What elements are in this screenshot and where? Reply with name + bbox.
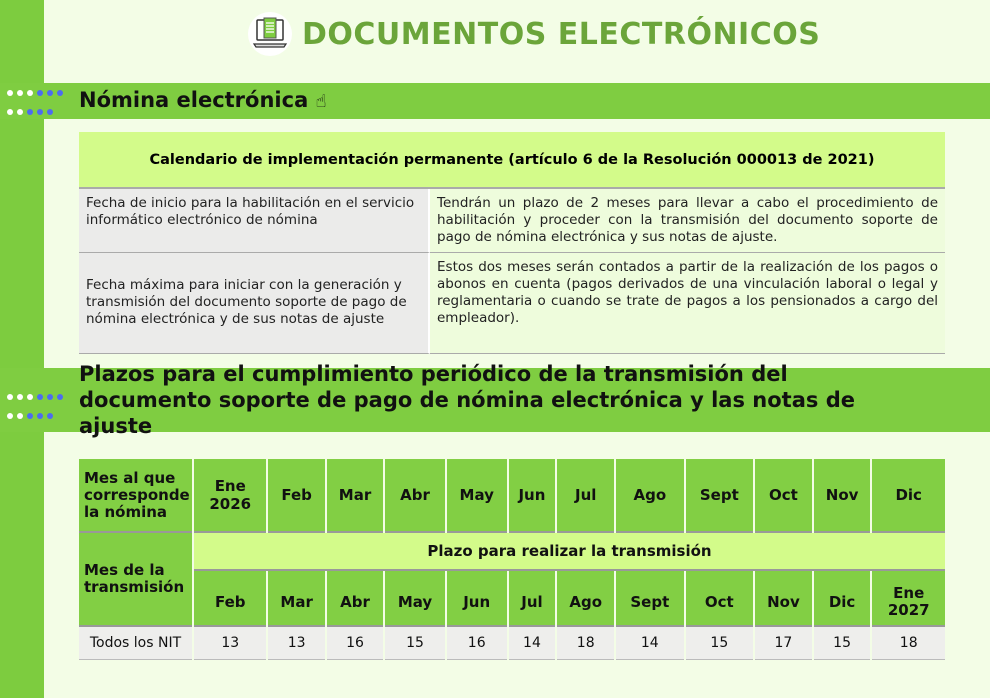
transmission-month: Ene 2027 (872, 571, 945, 627)
deadline-day: 13 (194, 627, 266, 660)
deadline-day: 14 (616, 627, 684, 660)
section-title-text: Nómina electrónica (79, 88, 309, 112)
table-row (79, 253, 945, 354)
deadline-day: 18 (872, 627, 945, 660)
transmission-month: Jun (447, 571, 507, 627)
page-title: DOCUMENTOS ELECTRÓNICOS (302, 16, 821, 52)
deadline-day: 15 (385, 627, 445, 660)
payroll-month-label: Mes al que corresponde la nómina (79, 459, 192, 533)
transmission-month-label: Mes de la transmisión (79, 533, 192, 627)
table-row (79, 189, 945, 253)
deadline-day: 15 (814, 627, 871, 660)
transmission-month: Nov (755, 571, 812, 627)
payroll-month: Sept (686, 459, 754, 533)
table-header: Calendario de implementación permanente (artículo 6 de la Resolución 000013 de 2021) (79, 132, 945, 189)
payroll-month: Ago (616, 459, 684, 533)
transmission-month: Abr (327, 571, 383, 627)
section-title: Plazos para el cumplimiento periódico de la transmisión del documento soporte de pago de nómina electrónica y las notas de ajuste (79, 362, 855, 438)
page-header (248, 12, 820, 56)
payroll-month: Jul (557, 459, 614, 533)
payroll-month: Nov (814, 459, 871, 533)
deadline-day: 17 (755, 627, 812, 660)
row-text: Estos dos meses serán contados a partir de la realización de los pagos o abonos en cuenta (pagos derivados de una vinculación laboral o legal y reglamentaria o cuando se trate de pagos a los pensionados a cargo del empleador). (430, 253, 945, 354)
transmission-month: Ago (557, 571, 614, 627)
payroll-month: Feb (268, 459, 324, 533)
section-banner-nomina (0, 83, 990, 119)
transmission-month: Dic (814, 571, 871, 627)
deadline-day: 15 (686, 627, 754, 660)
deadline-day: 13 (268, 627, 324, 660)
dots-decoration (5, 82, 69, 120)
deadline-day: 16 (447, 627, 507, 660)
deadline-day: 14 (509, 627, 556, 660)
data-label: Todos los NIT (79, 627, 192, 660)
section-banner-plazos (0, 362, 990, 438)
deadline-day: 18 (557, 627, 614, 660)
deadline-label: Plazo para realizar la transmisión (194, 533, 945, 571)
transmission-month: Feb (194, 571, 266, 627)
transmission-month: May (385, 571, 445, 627)
deadlines-table (77, 459, 947, 660)
payroll-month: May (447, 459, 507, 533)
row-label: Fecha máxima para iniciar con la generación y transmisión del documento soporte de pago de nómina electrónica y de sus notas de ajuste (79, 253, 430, 354)
dots-decoration (5, 386, 69, 424)
transmission-month: Sept (616, 571, 684, 627)
transmission-month: Oct (686, 571, 754, 627)
row-label: Fecha de inicio para la habilitación en el servicio informático electrónico de nómina (79, 189, 430, 253)
transmission-month: Mar (268, 571, 324, 627)
payroll-month: Mar (327, 459, 383, 533)
section-title (79, 87, 327, 115)
laptop-document-icon (248, 12, 292, 56)
transmission-month: Jul (509, 571, 556, 627)
row-text: Tendrán un plazo de 2 meses para llevar a cabo el procedimiento de habilitación y proceder con la transmisión del documento soporte de pago de nómina electrónica y sus notas de ajuste. (430, 189, 945, 253)
deadline-day: 16 (327, 627, 383, 660)
payroll-month: Dic (872, 459, 945, 533)
pointer-hand-icon: ☝ (315, 91, 327, 112)
payroll-month: Abr (385, 459, 445, 533)
payroll-month: Ene 2026 (194, 459, 266, 533)
payroll-month: Oct (755, 459, 812, 533)
payroll-month: Jun (509, 459, 556, 533)
implementation-calendar-table (79, 132, 945, 354)
